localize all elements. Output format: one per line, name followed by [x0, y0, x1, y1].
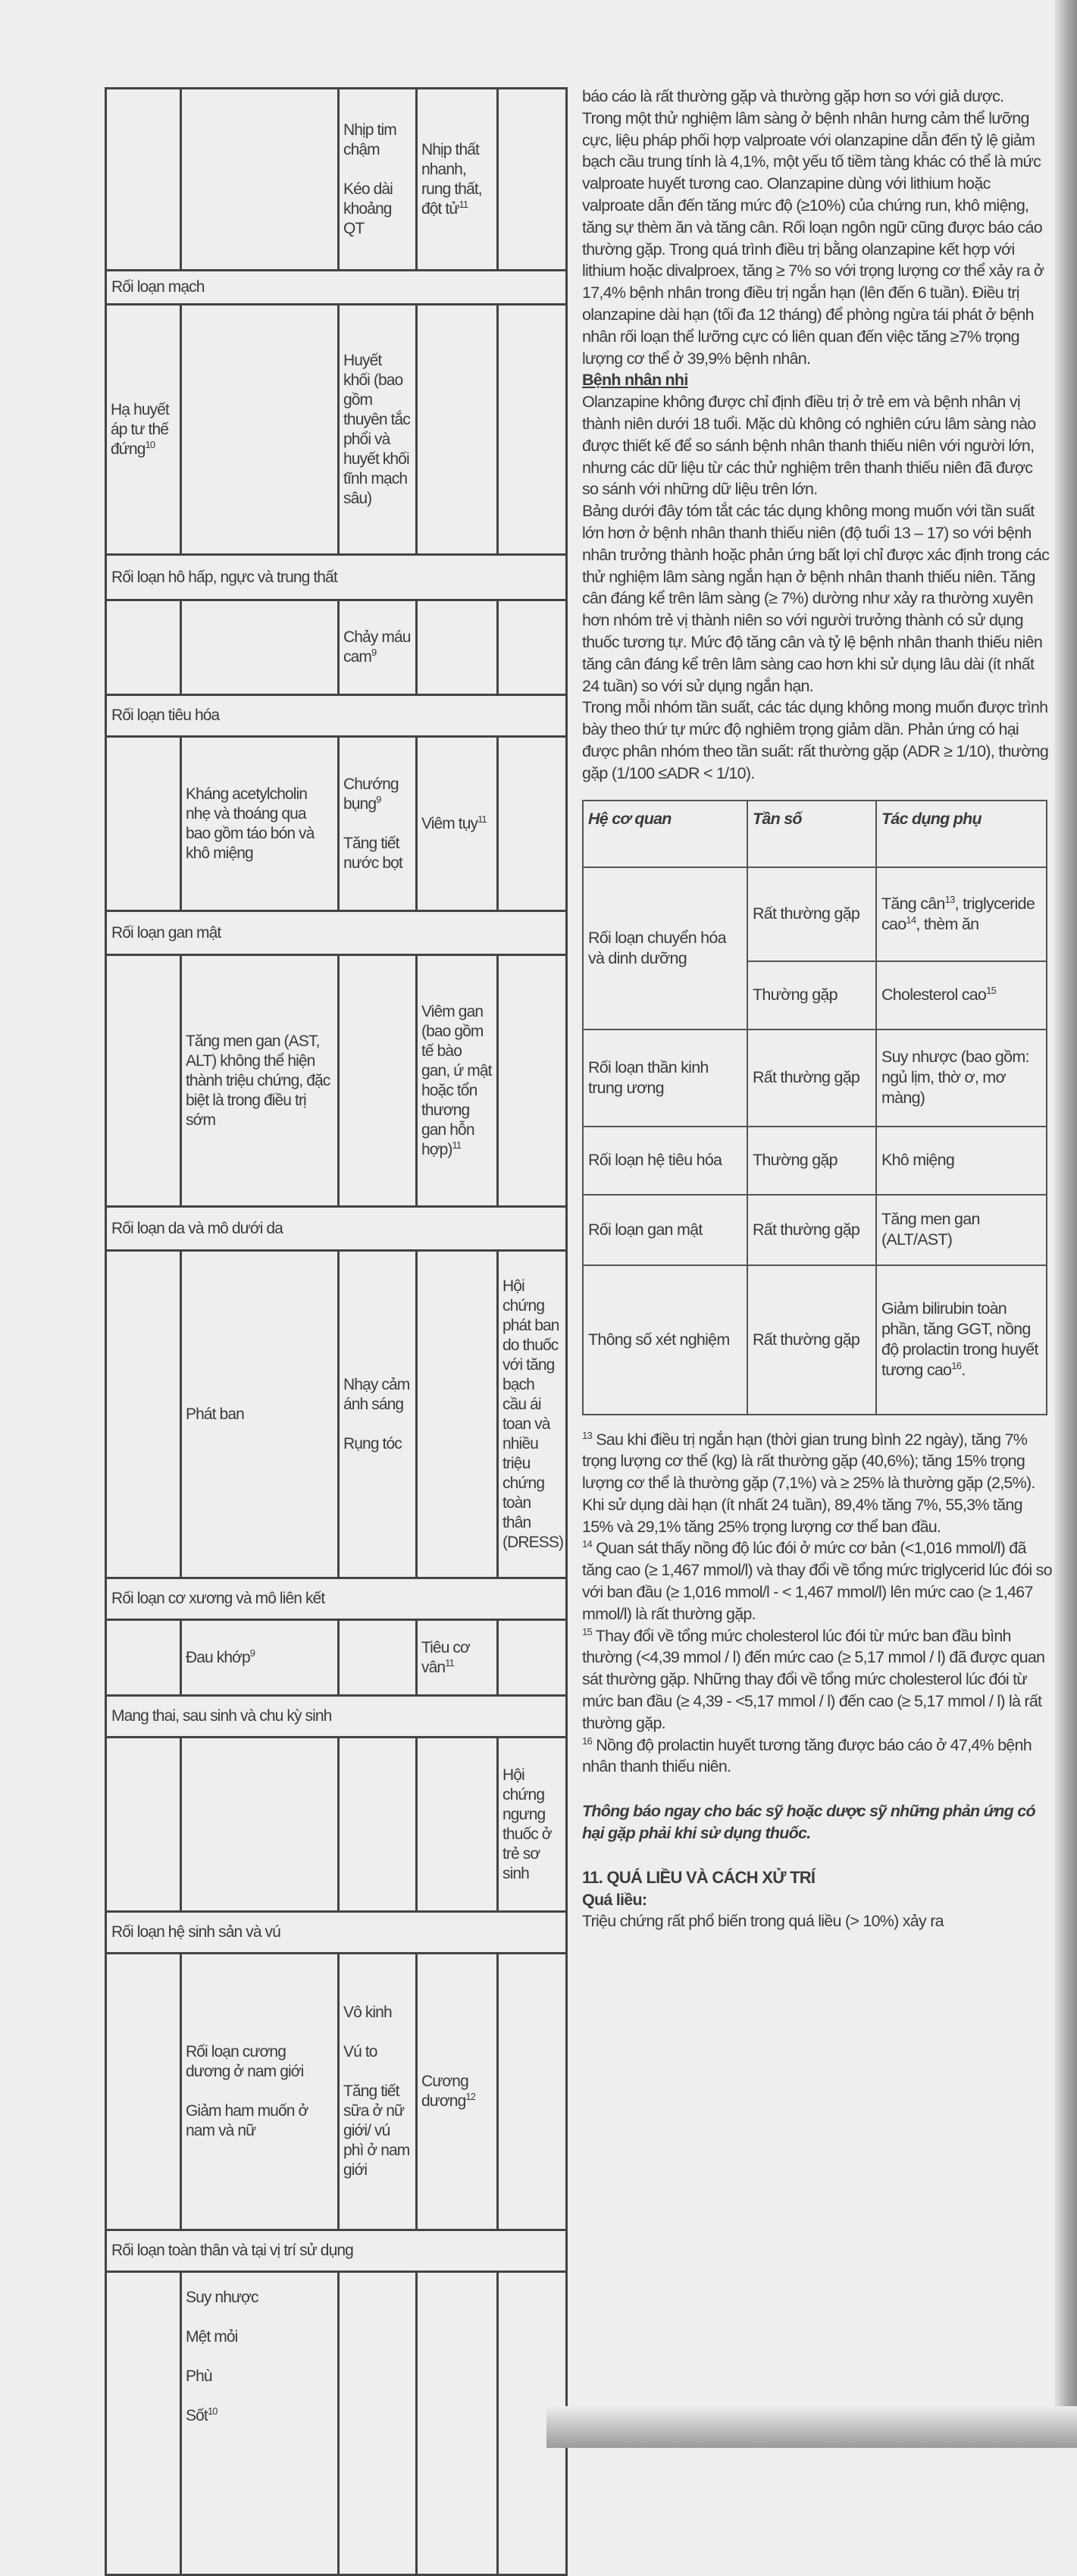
- table-cell: [106, 1954, 181, 2230]
- cell-entry: Phù: [186, 2368, 212, 2385]
- cell-entry: Vô kinh: [343, 2004, 392, 2021]
- footnote-ref: 10: [207, 2405, 218, 2417]
- footnote-number: 15: [582, 1625, 592, 1637]
- table-cell: [339, 1251, 417, 1578]
- cell-entry: Huyết khối (bao gồm thuyên tắc phổi và huyết khối tĩnh mạch sâu): [343, 351, 410, 507]
- table-row: [583, 1195, 1047, 1265]
- table-cell: [498, 600, 567, 695]
- footnote-ref: 11: [445, 1656, 454, 1669]
- table-cell: [181, 737, 339, 911]
- cell-entry: Vú to: [343, 2043, 377, 2060]
- table-cell: [106, 1738, 181, 1912]
- section-row: [106, 1207, 567, 1251]
- cell-entry: Cương dương$^{12}$: [421, 2073, 476, 2110]
- cell-entry: Sốt$^{10}$: [186, 2405, 218, 2424]
- section-title: Rối loạn gan mật: [106, 911, 567, 955]
- table-cell: [417, 600, 498, 695]
- cell-entry: Nhịp thất nhanh, rung thất, đột tử$^{11}$: [421, 140, 482, 218]
- table-cell: [106, 305, 181, 555]
- table-cell: [417, 2272, 498, 2575]
- report-notice: Thông báo ngay cho bác sỹ hoặc dược sỹ những phản ứng có hại gặp phải khi sử dụng thuốc.: [582, 1802, 1035, 1843]
- table-cell: [181, 1251, 339, 1578]
- table-cell: [498, 1954, 567, 2230]
- frequency-cell: Rất thường gặp: [747, 1265, 876, 1415]
- cell-entry: Hội chứng phát ban do thuốc với tăng bạch cầu ái toan và nhiều triệu chứng toàn thân (DRESS): [502, 1277, 564, 1551]
- footnote-ref: 16: [951, 1359, 962, 1371]
- paragraph: Olanzapine không được chỉ định điều trị ở trẻ em và bệnh nhân vị thành niên dưới 18 tuổi. Mặc dù không có nghiên cứu lâm sàng nào được thiết kế để so sánh bệnh nhân thanh thiếu niên với người lớn, nhưng các dữ liệu từ các thử nghiệm trên thanh thiếu niên đã được so sánh với những dữ liệu trên lớn.: [582, 393, 1036, 499]
- frequency-cell: Thường gặp: [747, 961, 876, 1029]
- table-cell: [417, 1954, 498, 2230]
- section-title: Rối loạn mạch: [106, 271, 567, 305]
- cell-entry: Rối loạn cương dương ở nam giới: [186, 2043, 304, 2080]
- table-cell: [498, 1620, 567, 1696]
- section-row: [106, 271, 567, 305]
- header-organ-system: Hệ cơ quan: [583, 801, 747, 867]
- pediatric-heading: Bệnh nhân nhi: [582, 371, 688, 390]
- cell-entry: Đau khớp$^9$: [186, 1647, 255, 1666]
- table-cell: [106, 89, 181, 271]
- table-cell: [181, 1738, 339, 1912]
- header-frequency: Tần số: [747, 801, 876, 867]
- section-title: Rối loạn tiêu hóa: [106, 695, 567, 737]
- section-row: [106, 1696, 567, 1738]
- table-cell: [339, 89, 417, 271]
- table-cell: [339, 600, 417, 695]
- effect-cell: Khô miệng: [876, 1127, 1047, 1195]
- cell-entry: Chướng bụng$^9$: [343, 775, 399, 813]
- footnote-ref: 10: [145, 438, 155, 450]
- table-row: [106, 1620, 567, 1696]
- table-cell: [339, 1738, 417, 1912]
- table-cell: [498, 737, 567, 911]
- table-cell: [181, 2272, 339, 2575]
- footnote-ref: 11: [459, 198, 468, 210]
- table-cell: [417, 1620, 498, 1696]
- paragraph: Bảng dưới đây tóm tắt các tác dụng không mong muốn với tần suất lớn hơn ở bệnh nhân thanh thiếu niên (độ tuổi 13 – 17) so với bệnh nhân trưởng thành hoặc phản ứng bất lợi chỉ được xác định trong các thử nghiệm lâm sàng ngắn hạn ở bệnh nhân thanh thiếu niên. Tăng cân đáng kể trên lâm sàng (≥ 7%) dường như xảy ra thường xuyên hơn nhóm trẻ vị thành niên so với người trưởng thành có sử dụng thuốc tương tự. Mức độ tăng cân và tỷ lệ bệnh nhân thanh thiếu niên tăng cân đáng kể trên lâm sàng cao hơn khi sử dụng lâu dài (ít nhất 24 tuần) so với sử dụng ngắn hạn.: [582, 502, 1050, 695]
- header-side-effect: Tác dụng phụ: [876, 801, 1047, 867]
- footnote: $^{15}$ Thay đổi về tổng mức cholesterol lúc đói từ mức ban đầu bình thường (<4,39 mmol / l) đến mức cao (≥ 5,17 mmol / l) đã được quan sát thường gặp. Những thay đổi về tổng mức cholesterol lúc đói từ mức ban đầu (≥ 4,39 - <5,17 mmol / l) đến cao (≥ 5,17 mmol / l) là rất thường gặp.: [582, 1625, 1045, 1732]
- right-column: [582, 86, 1052, 1932]
- table-cell: [498, 305, 567, 555]
- paragraph: báo cáo là rất thường gặp và thường gặp hơn so với giả dược.: [582, 87, 1004, 105]
- section-row: [106, 695, 567, 737]
- section-title: Rối loạn hô hấp, ngực và trung thất: [106, 555, 567, 600]
- table-row: [583, 1265, 1047, 1415]
- footnote: $^{14}$ Quan sát thấy nồng độ lúc đói ở mức cơ bản (<1,016 mmol/l) đã tăng cao (≥ 1,467 mmol/l) và thay đổi về tổng mức triglycerid lúc đói so với ban đầu (≥ 1,016 mmol/l - < 1,467 mmol/l) lên mức cao (≥ 1,467 mmol/l) là rất thường gặp.: [582, 1538, 1052, 1623]
- overdose-label: Quá liều:: [582, 1890, 647, 1909]
- table-row: [583, 867, 1047, 961]
- table-cell: [106, 2272, 181, 2575]
- section-title: Rối loạn da và mô dưới da: [106, 1207, 567, 1251]
- footnote: $^{13}$ Sau khi điều trị ngắn hạn (thời gian trung bình 22 ngày), tăng 7% trọng lượng cơ thể (kg) là rất thường gặp (40,6%); tăng 15% trọng lượng cơ thể là thường gặp (7,1%) và ≥ 25% là thường gặp (2,5%). Khi sử dụng dài hạn (ít nhất 24 tuần), 89,4% tăng 7%, 55,3% tăng 15% và 29,1% tăng 25% trọng lượng cơ thể ban đầu.: [582, 1429, 1035, 1536]
- table-cell: [417, 305, 498, 555]
- effect-cell: Giảm bilirubin toàn phần, tăng GGT, nồng độ prolactin trong huyết tương cao$^{16}$.: [876, 1265, 1047, 1415]
- scan-shadow: [546, 2406, 1077, 2448]
- footnote-number: 16: [582, 1735, 592, 1747]
- cell-entry: Tăng tiết nước bọt: [343, 834, 402, 872]
- table-cell: [181, 600, 339, 695]
- table-row: [106, 600, 567, 695]
- cell-entry: Hội chứng ngưng thuốc ở trẻ sơ sinh: [502, 1766, 552, 1882]
- section-title: Rối loạn hệ sinh sản và vú: [106, 1912, 567, 1954]
- section-row: [106, 2230, 567, 2272]
- table-cell: [417, 737, 498, 911]
- table-row: [583, 1127, 1047, 1195]
- table-cell: [498, 1738, 567, 1912]
- cell-entry: Kháng acetylcholin nhẹ và thoáng qua bao gồm táo bón và khô miệng: [186, 785, 315, 862]
- cell-entry: Mệt mỏi: [186, 2328, 238, 2346]
- table-cell: [181, 1954, 339, 2230]
- section-row: [106, 911, 567, 955]
- frequency-cell: Rất thường gặp: [747, 1195, 876, 1265]
- table-row: [583, 1029, 1047, 1127]
- effect-cell: Suy nhược (bao gồm: ngủ lịm, thờ ơ, mơ màng): [876, 1029, 1047, 1127]
- table-cell: [417, 955, 498, 1207]
- cell-entry: Suy nhược: [186, 2289, 258, 2306]
- cell-entry: Nhịp tim chậm: [343, 121, 396, 158]
- cell-entry: Tiêu cơ vân$^{11}$: [421, 1638, 470, 1676]
- page-edge-shadow: [1054, 0, 1077, 2448]
- table-cell: [106, 737, 181, 911]
- cell-entry: Chảy máu cam$^9$: [343, 628, 411, 666]
- organ-cell: Thông số xét nghiệm: [583, 1265, 747, 1415]
- cell-entry: Phát ban: [186, 1405, 244, 1423]
- table-cell: [339, 737, 417, 911]
- cell-entry: Kéo dài khoảng QT: [343, 180, 393, 237]
- table-cell: [181, 955, 339, 1207]
- footnote-ref: 9: [371, 647, 377, 658]
- table-row: [106, 1954, 567, 2230]
- section-row: [106, 555, 567, 600]
- pediatric-adverse-table: [582, 800, 1047, 1415]
- organ-cell: Rối loạn gan mật: [583, 1195, 747, 1265]
- paragraph: Trong mỗi nhóm tần suất, các tác dụng không mong muốn được trình bày theo thứ tự mức độ nghiêm trọng giảm dần. Phản ứng có hại được phân nhóm theo tần suất: rất thường gặp (ADR ≥ 1/10), thường gặp (1/100 ≤ADR < 1/10).: [582, 698, 1049, 782]
- organ-cell: Rối loạn thần kinh trung ương: [583, 1029, 747, 1127]
- footnote-ref: 11: [452, 1139, 462, 1151]
- table-row: [106, 2272, 567, 2575]
- footnote-ref: 9: [249, 1647, 255, 1659]
- section-row: [106, 1578, 567, 1620]
- table-cell: [339, 2272, 417, 2575]
- footnote-ref: 9: [376, 793, 381, 805]
- frequency-cell: Rất thường gặp: [747, 867, 876, 961]
- table-cell: [181, 305, 339, 555]
- table-row: [106, 1251, 567, 1578]
- cell-entry: Viêm gan (bao gồm tế bào gan, ứ mật hoặc tổn thương gan hỗn hợp)$^{11}$: [421, 1002, 492, 1158]
- organ-cell: Rối loạn chuyển hóa và dinh dưỡng: [583, 867, 747, 1029]
- table-cell: [417, 89, 498, 271]
- cell-entry: Viêm tụy$^{11}$: [421, 813, 487, 832]
- table-cell: [106, 1251, 181, 1578]
- section-row: [106, 1912, 567, 1954]
- footnote-ref: 12: [465, 2091, 476, 2102]
- footnote: $^{16}$ Nồng độ prolactin huyết tương tăng được báo cáo ở 47,4% bệnh nhân thanh thiếu niên.: [582, 1735, 1032, 1776]
- cell-entry: Hạ huyết áp tư thế đứng$^{10}$: [111, 400, 169, 458]
- effect-cell: Tăng cân$^{13}$, triglyceride cao$^{14}$, thèm ăn: [876, 867, 1047, 961]
- table-cell: [498, 89, 567, 271]
- table-cell: [339, 305, 417, 555]
- table-cell: [339, 1620, 417, 1696]
- table-cell: [498, 1251, 567, 1578]
- cell-entry: Tăng men gan (AST, ALT) không thể hiện thành triệu chứng, đặc biệt là trong điều trị sớm: [186, 1032, 330, 1129]
- section-title: Mang thai, sau sinh và chu kỳ sinh: [106, 1696, 567, 1738]
- footnote-ref: 15: [986, 984, 997, 996]
- effect-cell: Cholesterol cao$^{15}$: [876, 961, 1047, 1029]
- frequency-cell: Rất thường gặp: [747, 1029, 876, 1127]
- table-cell: [417, 1251, 498, 1578]
- cell-entry: Rụng tóc: [343, 1434, 402, 1453]
- table-cell: [417, 1738, 498, 1912]
- organ-cell: Rối loạn hệ tiêu hóa: [583, 1127, 747, 1195]
- effect-cell: Tăng men gan (ALT/AST): [876, 1195, 1047, 1265]
- table-cell: [498, 955, 567, 1207]
- table-cell: [106, 1620, 181, 1696]
- section-heading-overdose: 11. QUÁ LIỀU VÀ CÁCH XỬ TRÍ: [582, 1867, 816, 1887]
- paragraph: Trong một thử nghiệm lâm sàng ở bệnh nhân hưng cảm thể lưỡng cực, liệu pháp phối hợp valproate với olanzapine dẫn đến tỷ lệ giảm bạch cầu trung tính là 4,1%, một yếu tố tiềm tàng khác có thể là mức valproate huyết tương cao. Olanzapine dùng với lithium hoặc valproate dẫn đến tăng mức độ (≥10%) của chứng run, khô miệng, tăng sự thèm ăn và tăng cân. Rối loạn ngôn ngữ cũng được báo cáo thường gặp. Trong quá trình điều trị bằng olanzapine kết hợp với lithium hoặc divalproex, tăng ≥ 7% so với trọng lượng cơ thể xảy ra ở 17,4% bệnh nhân trong điều trị ngắn hạn (lên đến 6 tuần). Điều trị olanzapine dài hạn (tối đa 12 tháng) để phòng ngừa tái phát ở bệnh nhân rối loạn thể lưỡng cực có liên quan đến việc tăng ≥7% trọng lượng cơ thể ở 39,9% bệnh nhân.: [582, 108, 1044, 368]
- table-cell: [339, 1954, 417, 2230]
- table-cell: [339, 955, 417, 1207]
- table-row: [106, 1738, 567, 1912]
- table-cell: [106, 955, 181, 1207]
- footnote-ref: 13: [944, 893, 955, 905]
- frequency-cell: Thường gặp: [747, 1127, 876, 1195]
- table-row: [106, 737, 567, 911]
- footnote-number: 14: [582, 1538, 592, 1550]
- section-title: Rối loạn cơ xương và mô liên kết: [106, 1578, 567, 1620]
- cell-entry: Giảm ham muốn ở nam và nữ: [186, 2102, 308, 2139]
- cell-entry: Nhạy cảm ánh sáng: [343, 1375, 410, 1413]
- table-row: [106, 955, 567, 1207]
- table-cell: [181, 1620, 339, 1696]
- table-cell: [106, 600, 181, 695]
- footnote-ref: 11: [477, 813, 487, 825]
- overdose-text: Triệu chứng rất phổ biến trong quá liều (> 10%) xảy ra: [582, 1912, 944, 1931]
- adverse-effects-table: [105, 87, 568, 2576]
- footnote-number: 13: [582, 1429, 592, 1441]
- footnote-ref: 14: [906, 914, 916, 926]
- table-row: [106, 305, 567, 555]
- table-row: [106, 89, 567, 271]
- table-cell: [181, 89, 339, 271]
- cell-entry: Tăng tiết sữa ở nữ giới/ vú phì ở nam giới: [343, 2082, 410, 2179]
- section-title: Rối loạn toàn thân và tại vị trí sử dụng: [106, 2230, 567, 2272]
